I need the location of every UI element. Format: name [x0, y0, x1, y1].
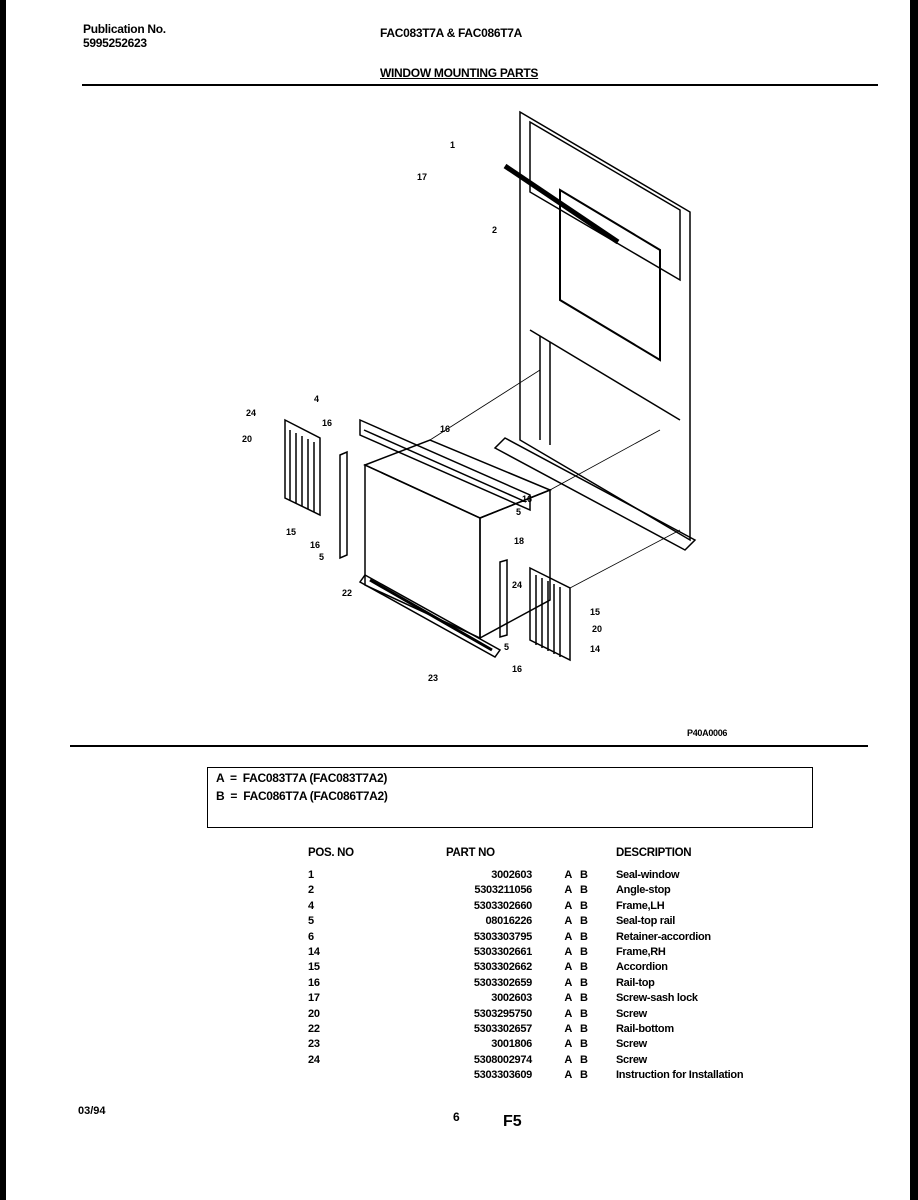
model-b-cell: B — [580, 1007, 588, 1020]
table-row — [308, 914, 786, 929]
model-legend — [207, 767, 813, 828]
svg-text:15: 15 — [590, 607, 601, 617]
model-a-cell: A — [564, 930, 572, 943]
svg-text:18: 18 — [514, 536, 525, 546]
publication-number: 5995252623 — [83, 36, 147, 50]
svg-text:16: 16 — [310, 540, 321, 550]
table-row — [308, 930, 786, 945]
pos-cell: 5 — [308, 915, 314, 928]
description-cell: Seal-window — [616, 869, 680, 881]
table-row — [308, 1037, 786, 1052]
model-b-cell: B — [580, 930, 588, 943]
model-b-cell: B — [580, 884, 588, 897]
part-number-cell: 5303302659 — [473, 976, 532, 989]
model-a-cell: A — [564, 915, 572, 928]
table-row — [308, 1053, 786, 1068]
svg-text:16: 16 — [440, 424, 451, 434]
model-a-cell: A — [564, 1069, 572, 1082]
legend-line-a: A = FAC083T7A (FAC083T7A2) — [216, 771, 388, 785]
description-cell: Angle-stop — [616, 884, 671, 897]
svg-text:4: 4 — [314, 394, 320, 404]
model-a-cell: A — [564, 899, 572, 912]
model-a-cell: A — [564, 1038, 572, 1051]
model-b-cell: B — [580, 869, 588, 881]
part-number-cell: 5308002974 — [473, 1053, 532, 1066]
part-number-cell: 5303302662 — [473, 961, 532, 974]
pos-cell: 1 — [308, 869, 314, 881]
pos-cell: 17 — [308, 992, 320, 1005]
table-row — [308, 883, 786, 898]
description-cell: Screw — [616, 1053, 647, 1066]
model-a-cell: A — [564, 884, 572, 897]
model-a-cell: A — [564, 992, 572, 1005]
part-number-cell: 08016226 — [485, 915, 532, 928]
svg-text:16: 16 — [512, 664, 523, 674]
model-b-cell: B — [580, 1053, 588, 1066]
description-cell: Instruction for Installation — [616, 1069, 744, 1082]
description-cell: Frame,RH — [616, 946, 666, 959]
part-number-cell: 3002603 — [491, 992, 532, 1005]
publication-label: Publication No. — [83, 22, 166, 36]
table-header-row — [308, 846, 786, 868]
col-header-pos: POS. NO — [308, 847, 354, 859]
model-a-cell: A — [564, 961, 572, 974]
svg-text:17: 17 — [417, 172, 428, 182]
footer-page-number: 6 — [453, 1110, 460, 1124]
description-cell: Screw — [616, 1007, 647, 1020]
legend-line-b: B = FAC086T7A (FAC086T7A2) — [216, 789, 388, 803]
pos-cell — [308, 1068, 418, 1083]
description-cell: Accordion — [616, 961, 668, 974]
col-header-desc: DESCRIPTION — [616, 847, 692, 859]
svg-text:24: 24 — [246, 408, 257, 418]
model-b-cell: B — [580, 976, 588, 989]
svg-text:1: 1 — [450, 140, 456, 150]
pos-cell: 16 — [308, 976, 320, 989]
col-header-part: PART NO — [446, 847, 495, 859]
description-cell: Frame,LH — [616, 899, 665, 912]
model-b-cell: B — [580, 1069, 588, 1082]
table-row — [308, 960, 786, 975]
table-row — [308, 1007, 786, 1022]
exploded-parts-diagram — [230, 100, 710, 700]
model-b-cell: B — [580, 915, 588, 928]
svg-text:14: 14 — [590, 644, 601, 654]
part-number-cell: 5303302660 — [473, 899, 532, 912]
model-b-cell: B — [580, 1038, 588, 1051]
pos-cell: 6 — [308, 930, 314, 943]
svg-text:16: 16 — [322, 418, 333, 428]
model-a-cell: A — [564, 1023, 572, 1036]
figure-id: P40A0006 — [687, 728, 728, 738]
model-b-cell: B — [580, 992, 588, 1005]
svg-text:5: 5 — [504, 642, 510, 652]
part-number-cell: 3001806 — [491, 1038, 532, 1051]
part-number-cell: 5303295750 — [473, 1007, 532, 1020]
table-row — [308, 945, 786, 960]
description-cell: Seal-top rail — [616, 915, 676, 928]
description-cell: Rail-bottom — [616, 1023, 674, 1036]
model-a-cell: A — [564, 976, 572, 989]
svg-text:16: 16 — [522, 494, 533, 504]
table-row — [308, 1022, 786, 1037]
part-number-cell: 5303211056 — [474, 884, 532, 897]
part-number-cell: 5303303609 — [473, 1069, 532, 1082]
model-b-cell: B — [580, 899, 588, 912]
pos-cell: 2 — [308, 884, 314, 897]
table-row — [308, 1068, 786, 1083]
footer-date: 03/94 — [78, 1105, 106, 1117]
part-number-cell: 5303302657 — [473, 1023, 532, 1036]
description-cell: Screw — [616, 1038, 647, 1051]
svg-text:24: 24 — [512, 580, 523, 590]
svg-text:20: 20 — [242, 434, 253, 444]
part-number-cell: 5303302661 — [473, 946, 532, 959]
pos-cell: 20 — [308, 1007, 320, 1020]
model-b-cell: B — [580, 1023, 588, 1036]
pos-cell: 4 — [308, 899, 314, 912]
left-border — [0, 0, 6, 1200]
svg-text:5: 5 — [516, 507, 522, 517]
svg-text:5: 5 — [319, 552, 325, 562]
pos-cell: 14 — [308, 946, 320, 959]
model-title: FAC083T7A & FAC086T7A — [380, 26, 522, 40]
model-a-cell: A — [564, 869, 572, 881]
parts-table — [308, 846, 786, 1084]
model-b-cell: B — [580, 946, 588, 959]
description-cell: Screw-sash lock — [616, 992, 698, 1005]
right-border — [910, 0, 918, 1200]
svg-text:2: 2 — [492, 225, 498, 235]
description-cell: Rail-top — [616, 976, 655, 989]
table-row — [308, 868, 786, 883]
pos-cell: 23 — [308, 1038, 320, 1051]
table-row — [308, 991, 786, 1006]
model-a-cell: A — [564, 1053, 572, 1066]
model-a-cell: A — [564, 1007, 572, 1020]
svg-text:23: 23 — [428, 673, 439, 683]
pos-cell: 15 — [308, 961, 320, 974]
svg-text:22: 22 — [342, 588, 353, 598]
model-b-cell: B — [580, 961, 588, 974]
part-number-cell: 3002603 — [491, 869, 532, 881]
section-rule — [70, 745, 868, 747]
model-a-cell: A — [564, 946, 572, 959]
table-row — [308, 899, 786, 914]
header-rule — [82, 84, 878, 86]
section-title: WINDOW MOUNTING PARTS — [380, 66, 539, 80]
table-row — [308, 976, 786, 991]
pos-cell: 24 — [308, 1053, 320, 1066]
svg-text:15: 15 — [286, 527, 297, 537]
pos-cell: 22 — [308, 1023, 320, 1036]
footer-code: F5 — [503, 1113, 522, 1130]
svg-text:20: 20 — [592, 624, 603, 634]
part-number-cell: 5303303795 — [473, 930, 532, 943]
description-cell: Retainer-accordion — [616, 930, 711, 943]
